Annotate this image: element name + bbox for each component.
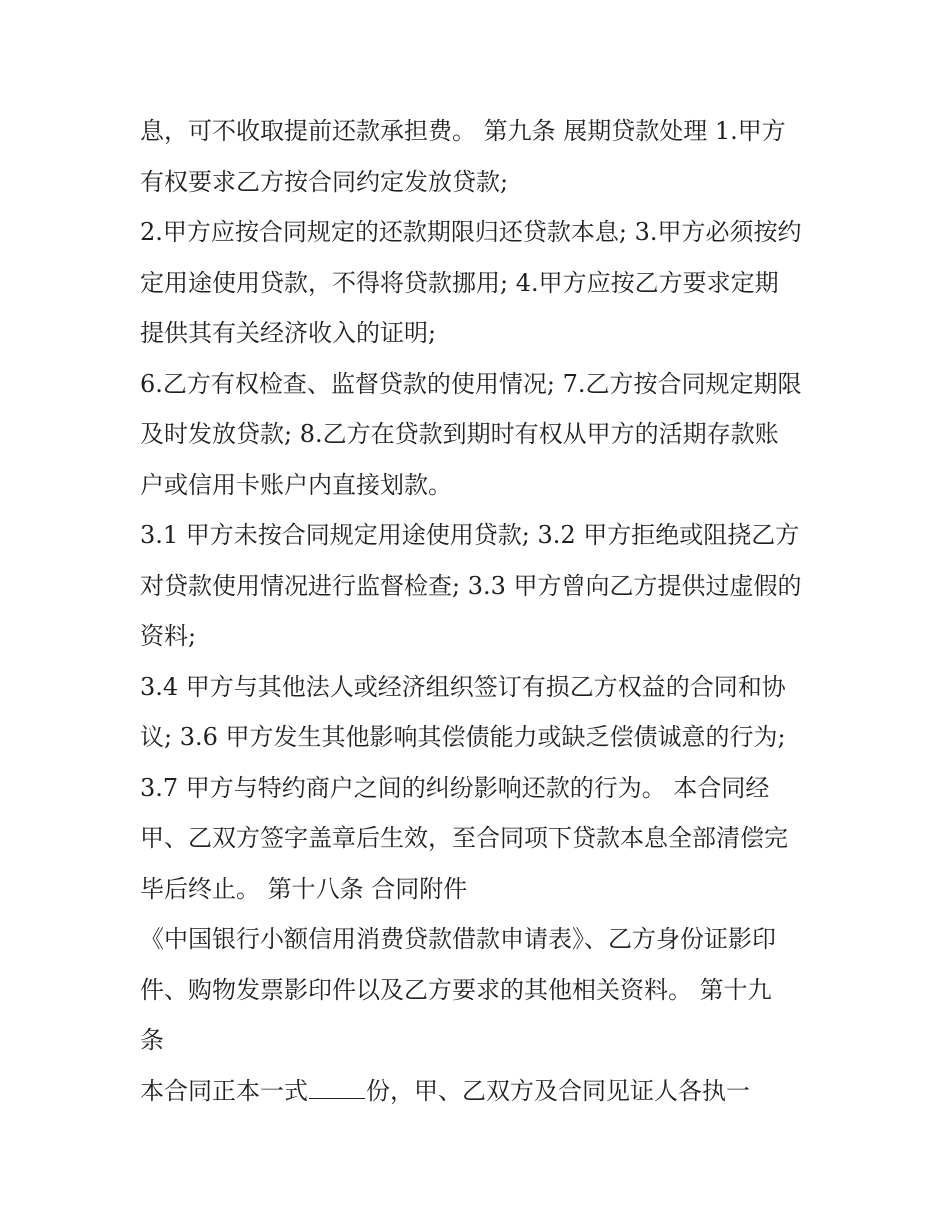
text-line: 资料; xyxy=(140,622,197,650)
copies-clause-suffix: 份，甲、乙双方及合同见证人各执一 xyxy=(366,1076,750,1105)
text-line: 3.7 甲方与特约商户之间的纠纷影响还款的行为。 本合同经 xyxy=(140,773,770,802)
text-line: 定用途使用贷款，不得将贷款挪用; 4.甲方应按乙方要求定期 xyxy=(140,268,779,297)
text-line: 毕后终止。 第十八条 合同附件 xyxy=(140,874,468,903)
text-line: 提供其有关经济收入的证明; xyxy=(140,319,437,347)
contract-body-text xyxy=(140,106,820,1116)
text-line: 《中国银行小额信用消费贷款借款申请表》、乙方身份证影印 xyxy=(140,925,776,953)
copies-clause-prefix: 本合同正本一式 xyxy=(140,1076,308,1105)
text-line: 及时发放贷款; 8.乙方在贷款到期时有权从甲方的活期存款账 xyxy=(140,420,779,448)
text-line: 对贷款使用情况进行监督检查; 3.3 甲方曾向乙方提供过虚假的 xyxy=(140,571,802,600)
text-line: 6.乙方有权检查、监督贷款的使用情况; 7.乙方按合同规定期限 xyxy=(140,369,802,398)
text-line: 议; 3.6 甲方发生其他影响其偿债能力或缺乏偿债诚意的行为; xyxy=(140,723,786,751)
text-line: 息，可不收取提前还款承担费。 第九条 展期贷款处理 1.甲方 xyxy=(140,117,786,145)
text-line: 户或信用卡账户内直接划款。 xyxy=(140,470,452,499)
text-line: 3.4 甲方与其他法人或经济组织签订有损乙方权益的合同和协 xyxy=(140,672,786,701)
text-line-with-blank xyxy=(140,1066,820,1117)
fill-in-blank xyxy=(309,1078,365,1099)
text-line: 3.1 甲方未按合同规定用途使用贷款; 3.2 甲方拒绝或阻挠乙方 xyxy=(140,521,800,549)
text-line: 2.甲方应按合同规定的还款期限归还贷款本息; 3.甲方必须按约 xyxy=(140,218,802,246)
text-line: 甲、乙双方签字盖章后生效，至合同项下贷款本息全部清偿完 xyxy=(140,824,788,852)
text-line: 有权要求乙方按合同约定发放贷款; xyxy=(140,167,509,196)
text-line: 件、购物发票影印件以及乙方要求的其他相关资料。 第十九 xyxy=(140,975,772,1004)
text-line: 条 xyxy=(140,1026,164,1054)
